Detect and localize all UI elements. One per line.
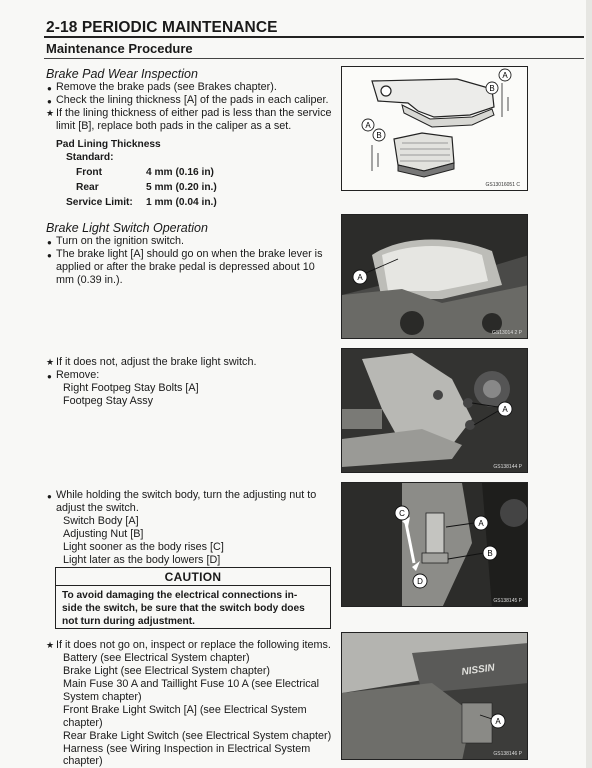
figure-code-1: GS13016051 C xyxy=(485,182,520,188)
brake-light-heading: Brake Light Switch Operation xyxy=(46,221,208,235)
inspect-item-3-line-1: Main Fuse 30 A and Taillight Fuse 10 A (see Electrical xyxy=(63,678,320,690)
switch-callout-a: A xyxy=(478,519,484,528)
page-edge xyxy=(586,0,592,768)
nissin-logo: NISSIN xyxy=(460,662,496,678)
page-title: 2-18 PERIODIC MAINTENANCE xyxy=(46,19,278,36)
spec-rear-label: Rear xyxy=(76,182,99,193)
switch-callout-b: B xyxy=(487,549,493,558)
spec-front-label: Front xyxy=(76,167,103,178)
adjust-star-line: ★ If it does not, adjust the brake light switch. xyxy=(56,356,256,369)
lever-callout-a: A xyxy=(495,717,501,726)
adjust-remove: ● Remove: xyxy=(56,369,99,382)
brake-light-bullet-1: ● Turn on the ignition switch. xyxy=(56,235,184,248)
inspect-item-6-line-2: chapter) xyxy=(63,755,103,767)
inspect-item-1: Battery (see Electrical System chapter) xyxy=(63,652,250,664)
caution-body xyxy=(62,589,326,628)
switch-callout-c: C xyxy=(399,509,405,518)
section-title: Maintenance Procedure xyxy=(46,41,193,56)
footpeg-callout-a: A xyxy=(502,405,508,414)
brake-light-bullet-2-line-2: applied or after the brake pedal is depressed about 10 xyxy=(56,261,315,273)
spec-front-value: 4 mm (0.16 in) xyxy=(146,167,214,178)
inspect-item-4-line-2: chapter) xyxy=(63,717,103,729)
spec-rear-value: 5 mm (0.20 in.) xyxy=(146,182,217,193)
brake-pad-heading: Brake Pad Wear Inspection xyxy=(46,67,198,81)
switch-bullet-line-2: adjust the switch. xyxy=(56,502,139,514)
switch-item-2: Adjusting Nut [B] xyxy=(63,528,144,540)
spec-limit-label: Service Limit: xyxy=(66,197,133,208)
pad-callout-b-bottom: B xyxy=(376,131,382,140)
figure-code-3: GS138144 P xyxy=(493,464,522,470)
switch-item-1: Switch Body [A] xyxy=(63,515,139,527)
tail-light-photo xyxy=(341,214,528,339)
figure-code-5: GS138146 P xyxy=(493,751,522,757)
brake-pad-star-line-2: limit [B], replace both pads in the caliper as a set. xyxy=(56,120,292,132)
caution-heading: CAUTION xyxy=(56,568,330,586)
switch-bullet-line-1: ● While holding the switch body, turn the adjusting nut to xyxy=(56,489,316,502)
switch-item-3: Light sooner as the body rises [C] xyxy=(63,541,224,553)
adjust-item-2: Footpeg Stay Assy xyxy=(63,395,154,407)
inspect-item-6-line-1: Harness (see Wiring Inspection in Electrical System xyxy=(63,743,311,755)
inspect-item-3-line-2: System chapter) xyxy=(63,691,142,703)
spec-limit-value: 1 mm (0.04 in.) xyxy=(146,197,217,208)
spec-title: Pad Lining Thickness xyxy=(56,139,161,150)
header-rule xyxy=(44,36,584,38)
footpeg-photo xyxy=(341,348,528,473)
brake-light-bullet-2-line-3: mm (0.39 in.). xyxy=(56,274,123,286)
pad-callout-a-top: A xyxy=(502,71,508,80)
caution-line-3: not turn during adjustment. xyxy=(62,616,195,627)
figure-code-4: GS138145 P xyxy=(493,598,522,604)
caution-line-2: side the switch, be sure that the switch body does xyxy=(62,603,305,614)
brake-pad-star-line-1: ★ If the lining thickness of either pad is less than the service xyxy=(56,107,331,120)
brake-pad-bullet-2: ● Check the lining thickness [A] of the pads in each caliper. xyxy=(56,94,328,107)
brake-light-bullet-2-line-1: ● The brake light [A] should go on when the brake lever is xyxy=(56,248,322,261)
lever-photo xyxy=(341,632,528,760)
brake-pad-bullet-1: ● Remove the brake pads (see Brakes chapter). xyxy=(56,81,277,94)
tail-light-callout-a: A xyxy=(357,273,363,282)
pad-callout-a-bottom: A xyxy=(365,121,371,130)
figure-code-2: GS13014 2 P xyxy=(491,330,522,336)
switch-photo xyxy=(341,482,528,607)
switch-callout-d: D xyxy=(417,577,423,586)
inspect-item-5: Rear Brake Light Switch (see Electrical System chapter) xyxy=(63,730,332,742)
brake-pad-diagram xyxy=(341,66,528,191)
inspect-star-line: ★ If it does not go on, inspect or replace the following items. xyxy=(56,639,331,652)
caution-box xyxy=(55,567,331,629)
switch-item-4: Light later as the body lowers [D] xyxy=(63,554,221,566)
pad-callout-b-top: B xyxy=(489,84,495,93)
adjust-item-1: Right Footpeg Stay Bolts [A] xyxy=(63,382,199,394)
inspect-item-4-line-1: Front Brake Light Switch [A] (see Electrical System xyxy=(63,704,307,716)
inspect-item-2: Brake Light (see Electrical System chapter) xyxy=(63,665,271,677)
caution-line-1: To avoid damaging the electrical connections in- xyxy=(62,590,298,601)
section-rule xyxy=(44,58,584,59)
spec-standard-label: Standard: xyxy=(66,152,114,163)
